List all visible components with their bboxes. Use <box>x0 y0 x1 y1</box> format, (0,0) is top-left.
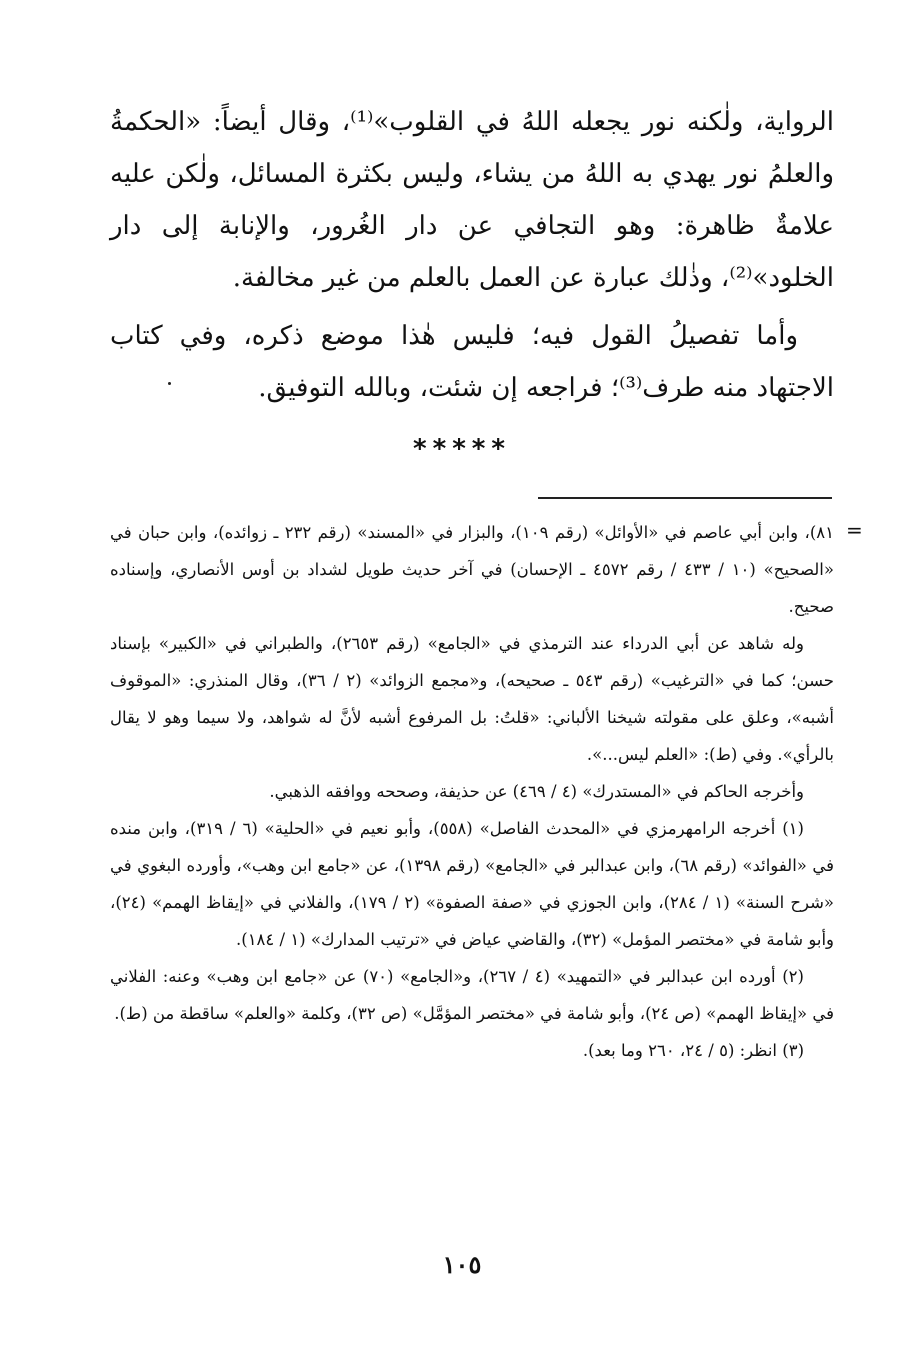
footnote-divider <box>538 497 832 499</box>
footnote-witness: وله شاهد عن أبي الدرداء عند الترمذي في «الجامع» (رقم ٢٦٥٣)، والطبراني في «الكبير» بإسناد حسن؛ كما في «الترغيب» (رقم ٥٤٣ ـ صحيحه)، و«مجمع الزوائد» (٢ / ٣٦)، وقال المنذري: «الموقوف أشبه»، وعلق على مقولته شيخنا الألباني: «قلتُ: بل المرفوع أشبه لأنَّ له شواهد، ولا سيما وهو لا يقال بالرأي». وفي (ط): «العلم ليس...». <box>110 634 834 764</box>
footnotes <box>110 514 834 1069</box>
footnote-hakim: وأخرجه الحاكم في «المستدرك» (٤ / ٤٦٩) عن حذيفة، وصححه ووافقه الذهبي. <box>269 782 804 801</box>
main-paragraph-1: الرواية، ولٰكنه نور يجعله اللهُ في القلوب»⁽¹⁾، وقال أيضاً: «الحكمةُ والعلمُ نور يهدي به اللهُ من يشاء، وليس بكثرة المسائل، ولٰكن عليه علامةٌ ظاهرة: وهو التجافي عن دار الغُرور، والإنابة إلى دار الخلود»⁽²⁾، وذٰلك عبارة عن العمل بالعلم من غير مخالفة. <box>110 107 834 293</box>
footnote-3: (٣) انظر: (٥ / ٢٤، ٢٦٠ وما بعد). <box>582 1041 804 1060</box>
main-paragraph-2: وأما تفصيلُ القول فيه؛ فليس هٰذا موضع ذكره، وفي كتاب الاجتهاد منه طرف⁽³⁾؛ فراجعه إن شئت، وبالله التوفيق. <box>110 321 834 403</box>
main-text <box>110 96 834 414</box>
footnote-1: (١) أخرجه الرامهرمزي في «المحدث الفاصل» (٥٥٨)، وأبو نعيم في «الحلية» (٦ / ٣١٩)، وابن منده في «الفوائد» (رقم ٦٨)، وابن عبدالبر في «الجامع» (رقم ١٣٩٨)، عن «جامع ابن وهب»، وأورده البغوي في «شرح السنة» (١ / ٢٨٤)، وابن الجوزي في «صفة الصفوة» (٢ / ١٧٩)، والفلاني في «إيقاظ الهمم» (٢٤)، وأبو شامة في «مختصر المؤمل» (٣٢)، والقاضي عياض في «ترتيب المدارك» (١ / ١٨٤). <box>110 819 834 949</box>
footnote-continuation-mark: = <box>846 518 863 542</box>
ink-speck <box>168 382 171 385</box>
footnote-2: (٢) أورده ابن عبدالبر في «التمهيد» (٤ / ٢٦٧)، و«الجامع» (٧٠) عن «جامع ابن وهب» وعنه: الفلاني في «إيقاظ الهمم» (ص ٢٤)، وأبو شامة في «مختصر المؤمَّل» (ص ٣٢)، وكلمة «والعلم» ساقطة من (ط). <box>110 967 834 1023</box>
section-separator: ***** <box>413 434 511 464</box>
page-number: ١٠٥ <box>442 1250 482 1279</box>
footnote-continuation: ٨١)، وابن أبي عاصم في «الأوائل» (رقم ١٠٩)، والبزار في «المسند» (رقم ٢٣٢ ـ زوائده)، وابن حبان في «الصحيح» (١٠ / ٤٣٣ / رقم ٤٥٧٢ ـ الإحسان) في آخر حديث طويل لشداد بن أوس الأنصاري، وإسناده صحيح. <box>110 523 834 616</box>
